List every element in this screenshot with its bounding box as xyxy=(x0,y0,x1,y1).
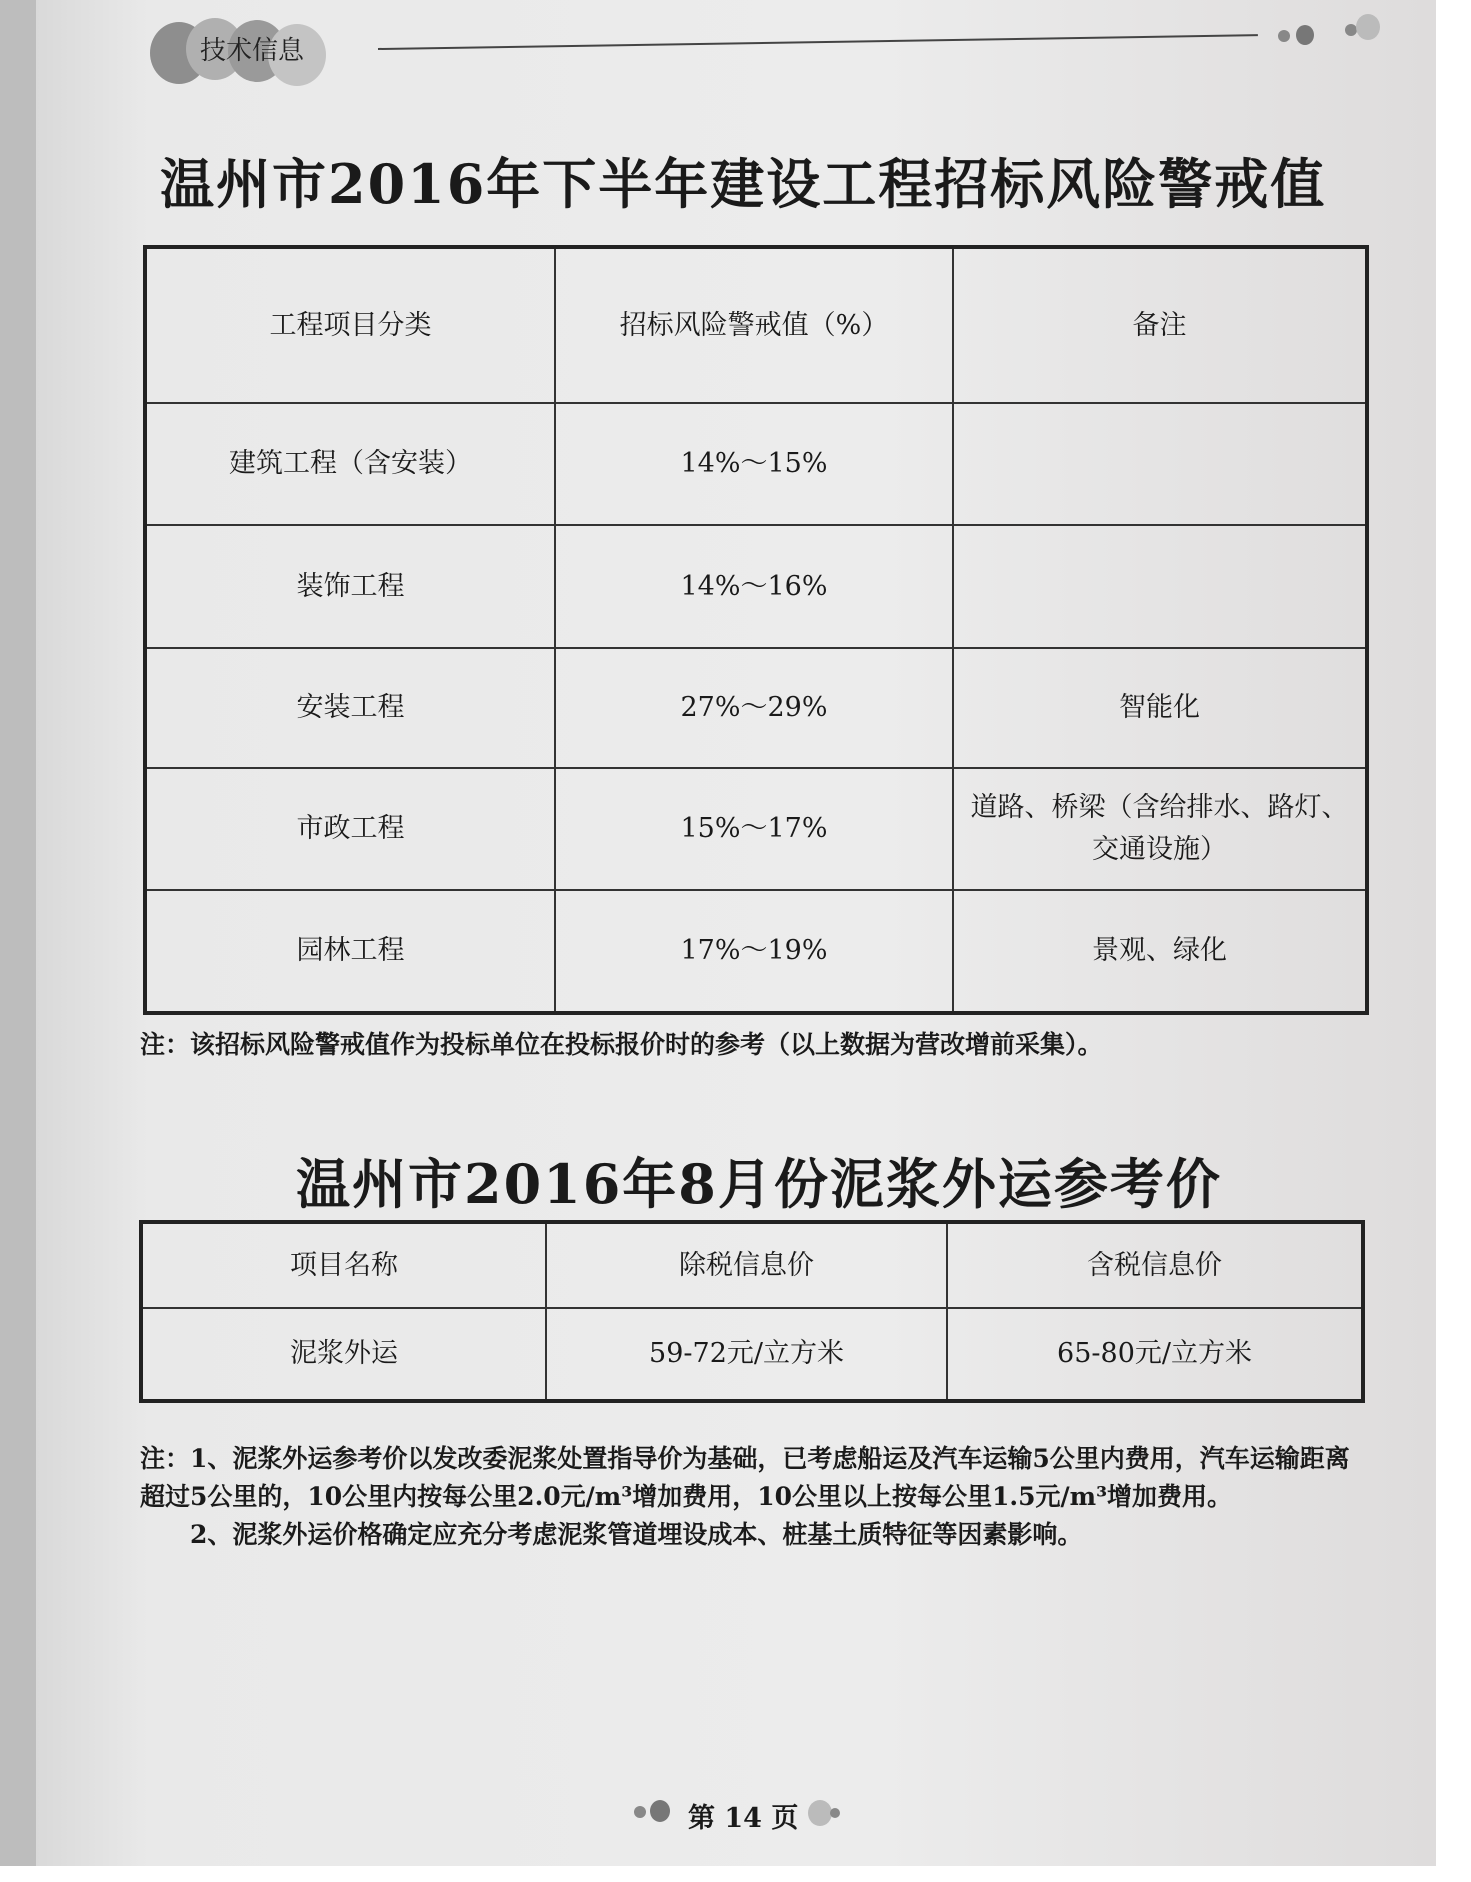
category-cell: 安装工程 xyxy=(145,648,555,768)
category-cell: 园林工程 xyxy=(145,890,555,1013)
price-ex-tax-cell: 59-72元/立方米 xyxy=(546,1308,947,1401)
table1-note: 注：该招标风险警戒值作为投标单位在投标报价时的参考（以上数据为营改增前采集）。 xyxy=(140,1030,1103,1059)
page-number: 第 14 页 xyxy=(688,1803,799,1834)
mud-transport-price-table xyxy=(139,1220,1365,1403)
footer-dot xyxy=(830,1808,840,1818)
value-cell: 14%～15% xyxy=(555,403,953,525)
category-cell: 装饰工程 xyxy=(145,525,555,648)
remark-cell xyxy=(953,403,1367,525)
table2-title: 温州市2016年8月份泥浆外运参考价 xyxy=(296,1152,1222,1216)
table-row xyxy=(145,890,1367,1013)
table-row xyxy=(145,525,1367,648)
table2-note-1: 注：1、泥浆外运参考价以发改委泥浆处置指导价为基础，已考虑船运及汽车运输5公里内费用，汽车运输距离超过5公里的，10公里内按每公里2.0元/m³增加费用，10公里以上按每公里1.5元/m³增加费用。 xyxy=(140,1444,1350,1511)
header-cell: 招标风险警戒值（%） xyxy=(555,247,953,403)
footer-dot xyxy=(650,1800,670,1822)
header-dot xyxy=(1296,25,1314,45)
category-cell: 建筑工程（含安装） xyxy=(145,403,555,525)
value-cell: 15%～17% xyxy=(555,768,953,890)
section-label: 技术信息 xyxy=(200,36,305,66)
header-cell: 工程项目分类 xyxy=(145,247,555,403)
table-row xyxy=(141,1308,1363,1401)
header-dot xyxy=(1278,30,1290,42)
value-cell: 27%～29% xyxy=(555,648,953,768)
header-dot xyxy=(1356,14,1380,40)
item-cell: 泥浆外运 xyxy=(141,1308,546,1401)
table-header-row xyxy=(141,1222,1363,1308)
value-cell: 14%～16% xyxy=(555,525,953,648)
header-cell: 项目名称 xyxy=(141,1222,546,1308)
table-row xyxy=(145,403,1367,525)
footer-dot xyxy=(634,1806,646,1818)
page-edge-shadow xyxy=(0,0,36,1866)
table1-title: 温州市2016年下半年建设工程招标风险警戒值 xyxy=(160,152,1327,216)
header-cell: 含税信息价 xyxy=(947,1222,1363,1308)
remark-cell xyxy=(953,525,1367,648)
price-inc-tax-cell: 65-80元/立方米 xyxy=(947,1308,1363,1401)
value-cell: 17%～19% xyxy=(555,890,953,1013)
table-row xyxy=(145,648,1367,768)
table2-note-2: 2、泥浆外运价格确定应充分考虑泥浆管道埋设成本、桩基土质特征等因素影响。 xyxy=(190,1520,1083,1549)
table-row xyxy=(145,768,1367,890)
remark-cell: 景观、绿化 xyxy=(953,890,1367,1013)
table-header-row xyxy=(145,247,1367,403)
header-cell: 备注 xyxy=(953,247,1367,403)
risk-warning-table xyxy=(143,245,1369,1015)
footer-dot xyxy=(808,1800,832,1826)
remark-cell: 智能化 xyxy=(953,648,1367,768)
remark-cell: 道路、桥梁（含给排水、路灯、交通设施） xyxy=(953,768,1367,890)
header-cell: 除税信息价 xyxy=(546,1222,947,1308)
category-cell: 市政工程 xyxy=(145,768,555,890)
